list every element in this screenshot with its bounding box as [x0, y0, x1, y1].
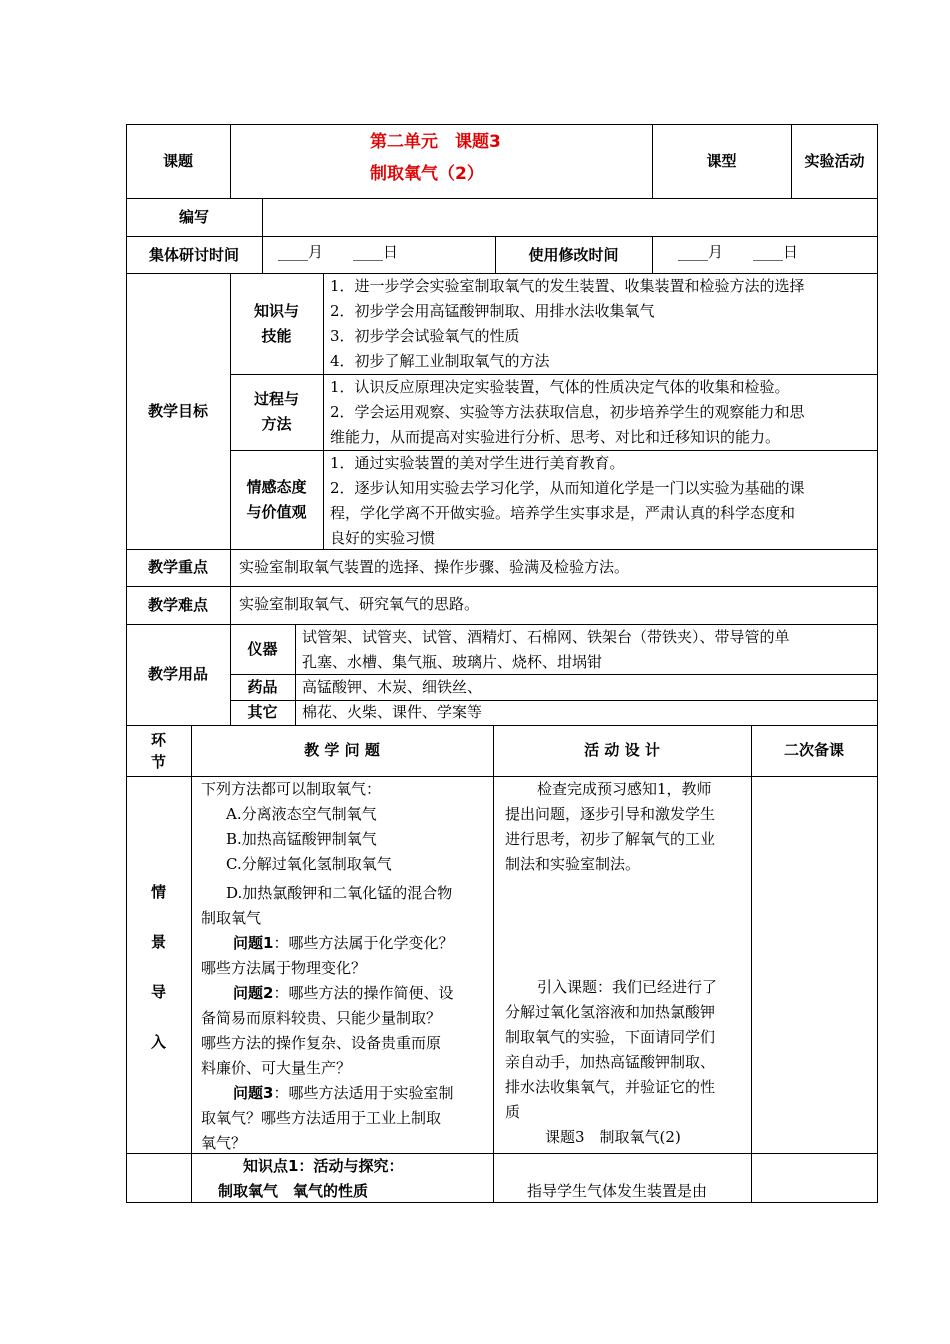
list-item: 维能力，从而提高对实验进行分析、思考、对比和迁移知识的能力。 — [330, 428, 781, 446]
instruments-line: 孔塞、水槽、集气瓶、玻璃片、烧杯、坩埚钳 — [302, 653, 603, 671]
problem-line: 取氧气？哪些方法适用于工业上制取 — [201, 1109, 442, 1127]
activity-line: 质 — [505, 1103, 521, 1121]
list-item: 1．通过实验装置的美对学生进行美育教育。 — [330, 454, 625, 472]
research-time-label: 集体研讨时间 — [148, 245, 239, 264]
lesson-title-line2: 制取氧气（2） — [370, 164, 484, 184]
col-line — [323, 273, 324, 550]
knowledge-label-line2: 技能 — [261, 326, 292, 345]
question-1 — [201, 931, 491, 956]
problem-content — [201, 777, 491, 1156]
question-2 — [201, 981, 491, 1006]
activity-header: 活 动 设 计 — [584, 741, 660, 759]
problem-line: 哪些方法的操作复杂、设备贵重而原 — [201, 1034, 442, 1052]
instruments-value — [302, 625, 874, 675]
problem-line: 制取氧气 — [201, 909, 262, 927]
activity-line: 进行思考，初步了解氧气的工业 — [505, 830, 716, 848]
problem-line: 氧气？ — [201, 1134, 247, 1152]
list-item: 2．学会运用观察、实验等方法获取信息，初步培养学生的观察能力和思 — [330, 403, 805, 421]
activity-content-1 — [505, 777, 750, 877]
instruments-line: 试管架、试管夹、试管、酒精灯、石棉网、铁架台（带铁夹）、带导管的单 — [302, 628, 790, 646]
second-prep-header: 二次备课 — [783, 741, 844, 759]
activity-title: 课题3 制取氧气(2) — [545, 1128, 681, 1146]
type-value: 实验活动 — [804, 152, 865, 170]
stage-char: 景 — [151, 933, 167, 951]
activity-line: 制法和实验室制法。 — [505, 855, 641, 873]
emotion-items — [330, 451, 875, 551]
activity-content-2 — [505, 975, 750, 1150]
revise-time-value: ____月 ____日 — [678, 243, 799, 261]
difficulty-value: 实验室制取氧气、研究氧气的思路。 — [239, 595, 480, 613]
emotion-label-line1: 情感态度 — [246, 478, 307, 496]
list-item: 1．进一步学会实验室制取氧气的发生装置、收集装置和检验方法的选择 — [330, 277, 805, 295]
instruments-label: 仪器 — [247, 639, 278, 658]
question-2-label: 问题2 — [233, 984, 274, 1002]
row-line — [126, 586, 878, 587]
list-item: 4．初步了解工业制取氧气的方法 — [330, 352, 550, 370]
author-label: 编写 — [178, 207, 209, 226]
lesson-title-line1: 第二单元 课题3 — [370, 132, 501, 152]
emotion-label — [230, 450, 323, 550]
question-1-text: ：哪些方法属于化学变化？ — [273, 934, 454, 952]
type-label: 课型 — [706, 152, 737, 170]
knowledge-label-line1: 知识与 — [253, 301, 299, 320]
others-label: 其它 — [247, 703, 278, 721]
list-item: 2．逐步认知用实验去学习化学，从而知道化学是一门以实验为基础的课 — [330, 479, 805, 497]
author-value — [262, 198, 877, 236]
difficulty-label: 教学难点 — [147, 595, 208, 614]
process-items — [330, 375, 875, 450]
col-line — [493, 725, 494, 1203]
question-1-label: 问题1 — [233, 934, 274, 952]
question-2-text: ：哪些方法的操作简便、设 — [273, 984, 454, 1002]
col-line — [230, 549, 231, 625]
knowledge-label — [230, 273, 323, 374]
list-item: 3．初步学会试验氧气的性质 — [330, 327, 520, 345]
col-line — [751, 725, 752, 1203]
activity-line: 提出问题，逐步引导和激发学生 — [505, 805, 716, 823]
others-value: 棉花、火柴、课件、学案等 — [302, 703, 483, 721]
activity-line: 亲自动手，加热高锰酸钾制取、 — [505, 1053, 716, 1071]
question-3 — [201, 1081, 491, 1106]
stage-name — [126, 776, 191, 1153]
knowledge-items — [330, 274, 875, 374]
objectives-label: 教学目标 — [147, 402, 208, 420]
emotion-label-line2: 与价值观 — [246, 503, 307, 521]
lesson-title — [230, 124, 652, 199]
materials-label: 教学用品 — [147, 665, 208, 683]
question-3-text: ：哪些方法适用于实验室制 — [273, 1084, 454, 1102]
process-label-line1: 过程与 — [253, 390, 299, 408]
stage-char: 入 — [151, 1033, 167, 1051]
problem-line: B.加热高锰酸钾制氧气 — [226, 830, 377, 848]
stage-header — [126, 725, 191, 776]
key-point-value: 实验室制取氧气装置的选择、操作步骤、验满及检验方法。 — [239, 558, 630, 576]
chemicals-label: 药品 — [247, 677, 278, 696]
list-item: 良好的实验习惯 — [330, 529, 436, 547]
table-border-right — [877, 124, 878, 1203]
activity-line: 排水法收集氧气，并验证它的性 — [505, 1078, 716, 1096]
list-item: 程，学化学离不开做实验。培养学生实事求是，严肃认真的科学态度和 — [330, 504, 796, 522]
activity-line: 分解过氧化氢溶液和加热氯酸钾 — [505, 1003, 716, 1021]
chemicals-value: 高锰酸钾、木炭、细铁丝、 — [302, 678, 483, 696]
stage-char: 导 — [151, 983, 167, 1001]
problem-line: A.分离液态空气制氧气 — [226, 805, 377, 823]
col-line — [295, 624, 296, 726]
topic-label: 课题 — [162, 152, 193, 170]
col-line — [652, 236, 653, 274]
activity-guide: 指导学生气体发生装置是由 — [527, 1182, 708, 1200]
process-label-line2: 方法 — [261, 415, 292, 433]
problem-header: 教 学 问 题 — [304, 741, 380, 759]
knowledge-point-1 — [218, 1154, 490, 1204]
problem-line: 下列方法都可以制取氧气： — [201, 780, 382, 798]
stage-header-line2: 节 — [150, 752, 166, 771]
activity-line: 制取氧气的实验，下面请同学们 — [505, 1028, 716, 1046]
problem-line: C.分解过氧化氢制取氧气 — [226, 855, 392, 873]
problem-line: D.加热氯酸钾和二氧化锰的混合物 — [226, 884, 453, 902]
knowledge-point-1-line1: 知识点1：活动与探究： — [243, 1157, 404, 1175]
research-time-value: ____月 ____日 — [278, 243, 399, 261]
list-item: 1．认识反应原理决定实验装置，气体的性质决定气体的收集和检验。 — [330, 378, 790, 396]
knowledge-point-1-line2: 制取氧气 氧气的性质 — [218, 1182, 369, 1200]
revise-time-label: 使用修改时间 — [528, 245, 619, 264]
key-point-label: 教学重点 — [147, 558, 208, 576]
stage-char: 情 — [151, 883, 167, 901]
problem-line: 哪些方法属于物理变化？ — [201, 959, 367, 977]
question-3-label: 问题3 — [233, 1084, 274, 1102]
col-line — [191, 725, 192, 1203]
activity-line: 引入课题：我们已经进行了 — [537, 978, 718, 996]
stage-header-line1: 环 — [150, 730, 166, 749]
activity-line: 检查完成预习感知1，教师 — [537, 780, 712, 798]
problem-line: 备简易而原料较贵、只能少量制取？ — [201, 1009, 442, 1027]
process-label — [230, 374, 323, 450]
problem-line: 料廉价、可大量生产？ — [201, 1059, 352, 1077]
list-item: 2．初步学会用高锰酸钾制取、用排水法收集氧气 — [330, 302, 655, 320]
